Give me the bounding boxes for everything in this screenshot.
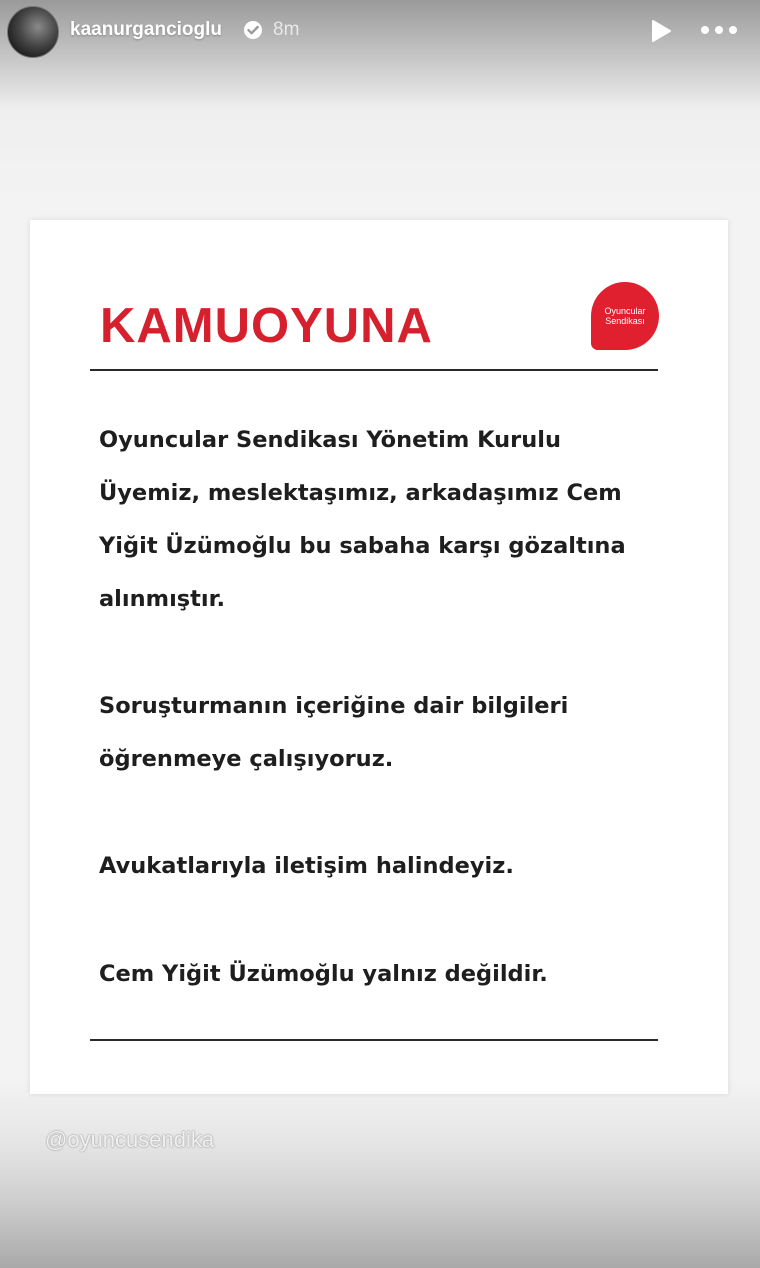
avatar[interactable]: [7, 6, 59, 58]
announcement-card: [30, 220, 728, 1094]
logo-line-1: Oyuncular: [604, 306, 646, 316]
logo-line-2: Sendikası: [605, 316, 645, 326]
paragraph-detention: [99, 414, 679, 626]
mention-sticker[interactable]: @oyuncusendika: [45, 1127, 215, 1152]
paragraph-line: Soruşturmanın içeriğine dair bilgileri: [99, 693, 569, 719]
bottom-divider: [90, 1039, 658, 1041]
paragraph-line: Üyemiz, meslektaşımız, arkadaşımız Cem: [99, 480, 622, 506]
oyuncular-sendikasi-logo: [591, 282, 659, 350]
paragraph-solidarity: Cem Yiğit Üzümoğlu yalnız değildir.: [99, 961, 548, 987]
headline: KAMUOYUNA: [100, 299, 433, 353]
paragraph-line: alınmıştır.: [99, 586, 226, 612]
verified-badge-icon: [243, 20, 263, 40]
more-options-icon[interactable]: [700, 22, 738, 38]
top-divider: [90, 369, 658, 371]
username[interactable]: kaanurgancioglu: [70, 19, 223, 40]
paragraph-investigation: [99, 680, 679, 786]
paragraph-line: Yiğit Üzümoğlu bu sabaha karşı gözaltına: [99, 533, 626, 559]
paragraph-line: Oyuncular Sendikası Yönetim Kurulu: [99, 427, 562, 453]
paragraph-line: öğrenmeye çalışıyoruz.: [99, 746, 394, 772]
paragraph-lawyers: Avukatlarıyla iletişim halindeyiz.: [99, 853, 514, 879]
play-icon[interactable]: [650, 19, 672, 43]
story-header: [0, 0, 760, 62]
time-ago: 8m: [273, 19, 300, 40]
